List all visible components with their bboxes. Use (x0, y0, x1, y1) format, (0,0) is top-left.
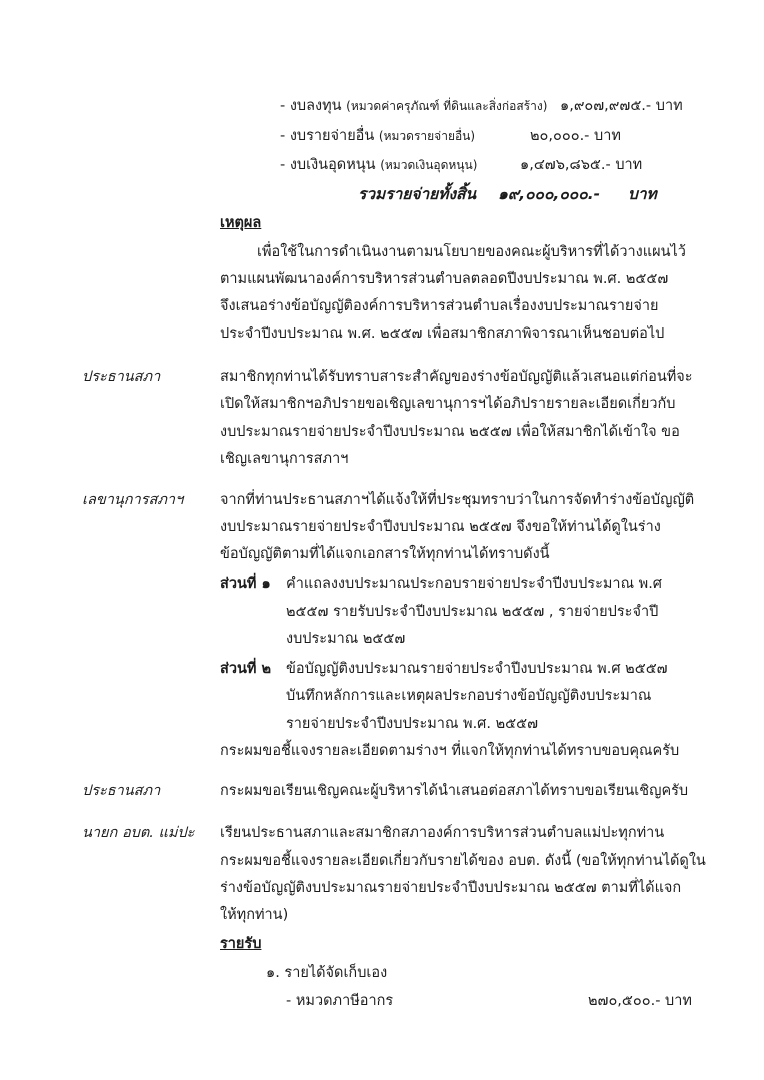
speech-line: จากที่ท่านประธานสภาฯได้แจ้งให้ที่ประชุมทราบว่าในการจัดทำร่างข้อบัญญัติ (220, 492, 695, 508)
part-line: ๒๕๕๗ รายรับประจำปีงบประมาณ ๒๕๕๗ , รายจ่ายประจำปี (286, 604, 659, 620)
budget-row-note: (หมวดค่าครุภัณฑ์ ที่ดินและสิ่งก่อสร้าง) (346, 99, 548, 113)
speaker-name: ประธานสภา (82, 369, 161, 385)
speech-line: เปิดให้สมาชิกฯอภิปรายขอเชิญเลขานุการฯได้อภิปรายรายละเอียดเกี่ยวกับ (220, 396, 676, 412)
income-amount-value: ๒๗๐,๕๐๐.- (588, 993, 661, 1009)
budget-row-label: - งบลงทุน (280, 98, 342, 114)
speech-closing: กระผมขอชี้แจงรายละเอียดตามร่างฯ ที่แจกให้ทุกท่านได้ทราบขอบคุณครับ (220, 743, 680, 759)
budget-row-note: (หมวดเงินอุดหนุน) (380, 158, 478, 172)
speech-line: เชิญเลขานุการสภาฯ (220, 451, 349, 467)
speech-line: สมาชิกทุกท่านได้รับทราบสาระสำคัญของร่างข้อบัญญัติแล้วเสนอแต่ก่อนที่จะ (220, 369, 693, 385)
speech-line: กระผมขอชี้แจงรายละเอียดเกี่ยวกับรายได้ของ อบต. ดังนี้ (ขอให้ทุกท่านได้ดูใน (220, 853, 706, 869)
budget-row-label: - งบรายจ่ายอื่น (280, 128, 375, 144)
budget-amount-value: ๑,๙๐๗,๙๗๕.- (560, 98, 652, 114)
budget-amount-value: ๑,๔๗๖,๘๖๕.- (520, 157, 611, 173)
reason-line: ตามแผนพัฒนาองค์การบริหารส่วนตำบลตลอดปีงบประมาณ พ.ศ. ๒๕๕๗ (220, 271, 669, 287)
part-line: บันทึกหลักการและเหตุผลประกอบร่างข้อบัญญัติงบประมาณ (286, 688, 652, 704)
speech-line: ให้ทุกท่าน) (220, 907, 289, 923)
speech-line: เรียนประธานสภาและสมาชิกสภาองค์การบริหารส่วนตำบลแม่ปะทุกท่าน (220, 825, 665, 841)
budget-row-subsidy (280, 153, 477, 176)
budget-row-investment (280, 94, 547, 117)
speaker-name: นายก อบต. แม่ปะ (82, 825, 195, 841)
budget-row-note: (หมวดรายจ่ายอื่น) (378, 129, 476, 143)
speech-line: กระผมขอเรียนเชิญคณะผู้บริหารได้นำเสนอต่อสภาได้ทราบขอเรียนเชิญครับ (220, 783, 689, 799)
speaker-name: ประธานสภา (82, 783, 161, 799)
part-line: ข้อบัญญัติงบประมาณรายจ่ายประจำปีงบประมาณ พ.ศ ๒๕๕๗ (286, 661, 668, 677)
budget-row-other (280, 124, 475, 147)
income-item: ๑. รายได้จัดเก็บเอง (266, 965, 388, 981)
part-line: คำแถลงงบประมาณประกอบรายจ่ายประจำปีงบประมาณ พ.ศ (286, 576, 663, 592)
budget-amount-value: ๒๐,๐๐๐.- (530, 128, 590, 144)
income-heading: รายรับ (220, 936, 262, 952)
budget-row-amount (530, 124, 621, 147)
income-subitem-amount (588, 989, 692, 1012)
budget-unit: บาท (615, 157, 643, 173)
budget-row-amount (520, 153, 642, 176)
income-subitem-label: - หมวดภาษีอากร (286, 993, 394, 1009)
budget-row-label: - งบเงินอุดหนุน (280, 157, 376, 173)
speaker-name: เลขานุการสภาฯ (82, 492, 184, 508)
part-label: ส่วนที่ ๒ (220, 661, 272, 677)
budget-total-unit: บาท (628, 185, 657, 203)
part-line: งบประมาณ ๒๕๕๗ (286, 631, 406, 647)
part-line: รายจ่ายประจำปีงบประมาณ พ.ศ. ๒๕๕๗ (286, 716, 539, 732)
speech-line: ร่างข้อบัญญัติงบประมาณรายจ่ายประจำปีงบประมาณ ๒๕๕๗ ตามที่ได้แจก (220, 880, 682, 896)
speech-line: งบประมาณรายจ่ายประจำปีงบประมาณ ๒๕๕๗ จึงขอให้ท่านได้ดูในร่าง (220, 519, 661, 535)
reason-line: ประจำปีงบประมาณ พ.ศ. ๒๕๕๗ เพื่อสมาชิกสภาพิจารณาเห็นชอบต่อไป (220, 326, 665, 342)
budget-total-label: รวมรายจ่ายทั้งสิ้น (358, 185, 477, 203)
budget-unit: บาท (594, 128, 621, 144)
budget-row-amount (560, 94, 683, 117)
income-unit: บาท (665, 993, 692, 1009)
part-label: ส่วนที่ ๑ (220, 576, 271, 592)
reason-line: เพื่อใช้ในการดำเนินงานตามนโยบายของคณะผู้บริหารที่ได้วางแผนไว้ (257, 244, 686, 260)
reason-heading: เหตุผล (220, 215, 262, 231)
speech-line: งบประมาณรายจ่ายประจำปีงบประมาณ ๒๕๕๗ เพื่อให้สมาชิกได้เข้าใจ ขอ (220, 424, 680, 440)
budget-unit: บาท (655, 98, 683, 114)
speech-line: ข้อบัญญัติตามที่ได้แจกเอกสารให้ทุกท่านได้ทราบดังนี้ (220, 546, 550, 562)
reason-line: จึงเสนอร่างข้อบัญญัติองค์การบริหารส่วนตำบลเรื่องงบประมาณรายจ่าย (220, 298, 659, 314)
budget-total-amount: ๑๙,๐๐๐,๐๐๐.- (498, 185, 601, 203)
